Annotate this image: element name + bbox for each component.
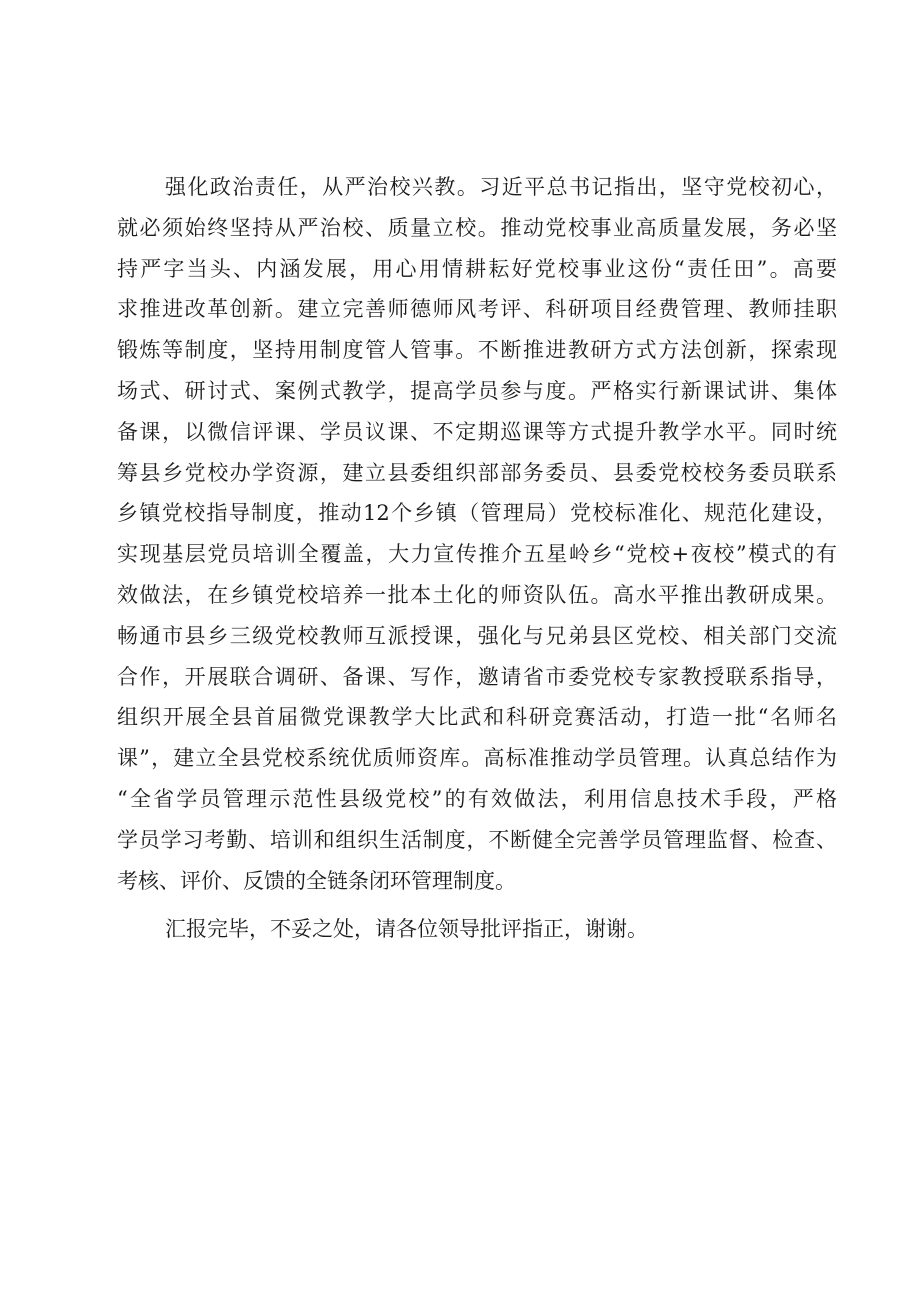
document-body bbox=[117, 167, 837, 950]
paragraph-line: “全省学员管理示范性县级党校”的有效做法，利用信息技术手段，严格 bbox=[117, 786, 837, 811]
paragraph-spacer bbox=[117, 901, 837, 909]
paragraph-line: 强化政治责任，从严治校兴教。习近平总书记指出，坚守党校初心， bbox=[165, 175, 837, 199]
paragraph-line: 筹县乡党校办学资源，建立县委组织部部务委员、县委党校校务委员联系 bbox=[117, 460, 837, 485]
paragraph-line: 考核、评价、反馈的全链条闭环管理制度。 bbox=[117, 868, 516, 893]
paragraph-line: 备课，以微信评课、学员议课、不定期巡课等方式提升教学水平。同时统 bbox=[117, 419, 837, 444]
paragraph-line: 效做法，在乡镇党校培养一批本土化的师资队伍。高水平推出教研成果。 bbox=[117, 582, 837, 607]
paragraph-line: 实现基层党员培训全覆盖，大力宣传推介五星岭乡“党校+夜校”模式的有 bbox=[117, 542, 837, 567]
paragraph-line: 持严字当头、内涵发展，用心用情耕耘好党校事业这份“责任田”。高要 bbox=[117, 256, 837, 281]
paragraph-line: 学员学习考勤、培训和组织生活制度，不断健全完善学员管理监督、检查、 bbox=[117, 827, 837, 852]
paragraph-line: 合作，开展联合调研、备课、写作，邀请省市委党校专家教授联系指导， bbox=[117, 664, 837, 689]
paragraph-line: 场式、研讨式、案例式教学，提高学员参与度。严格实行新课试讲、集体 bbox=[117, 378, 837, 403]
paragraph-line: 锻炼等制度，坚持用制度管人管事。不断推进教研方式方法创新，探索现 bbox=[117, 338, 837, 363]
paragraph-line: 求推进改革创新。建立完善师德师风考评、科研项目经费管理、教师挂职 bbox=[117, 297, 837, 322]
paragraph-line: 乡镇党校指导制度，推动12个乡镇（管理局）党校标准化、规范化建设， bbox=[117, 501, 837, 526]
paragraph bbox=[117, 167, 837, 901]
paragraph-line: 就必须始终坚持从严治校、质量立校。推动党校事业高质量发展，务必坚 bbox=[117, 215, 837, 240]
closing-paragraph bbox=[117, 909, 837, 950]
paragraph-line: 畅通市县乡三级党校教师互派授课，强化与兄弟县区党校、相关部门交流 bbox=[117, 623, 837, 648]
paragraph-line: 组织开展全县首届微党课教学大比武和科研竞赛活动，打造一批“名师名 bbox=[117, 705, 837, 730]
closing-line: 汇报完毕，不妥之处，请各位领导批评指正，谢谢。 bbox=[165, 917, 648, 942]
paragraph-line: 课”，建立全县党校系统优质师资库。高标准推动学员管理。认真总结作为 bbox=[117, 746, 837, 771]
